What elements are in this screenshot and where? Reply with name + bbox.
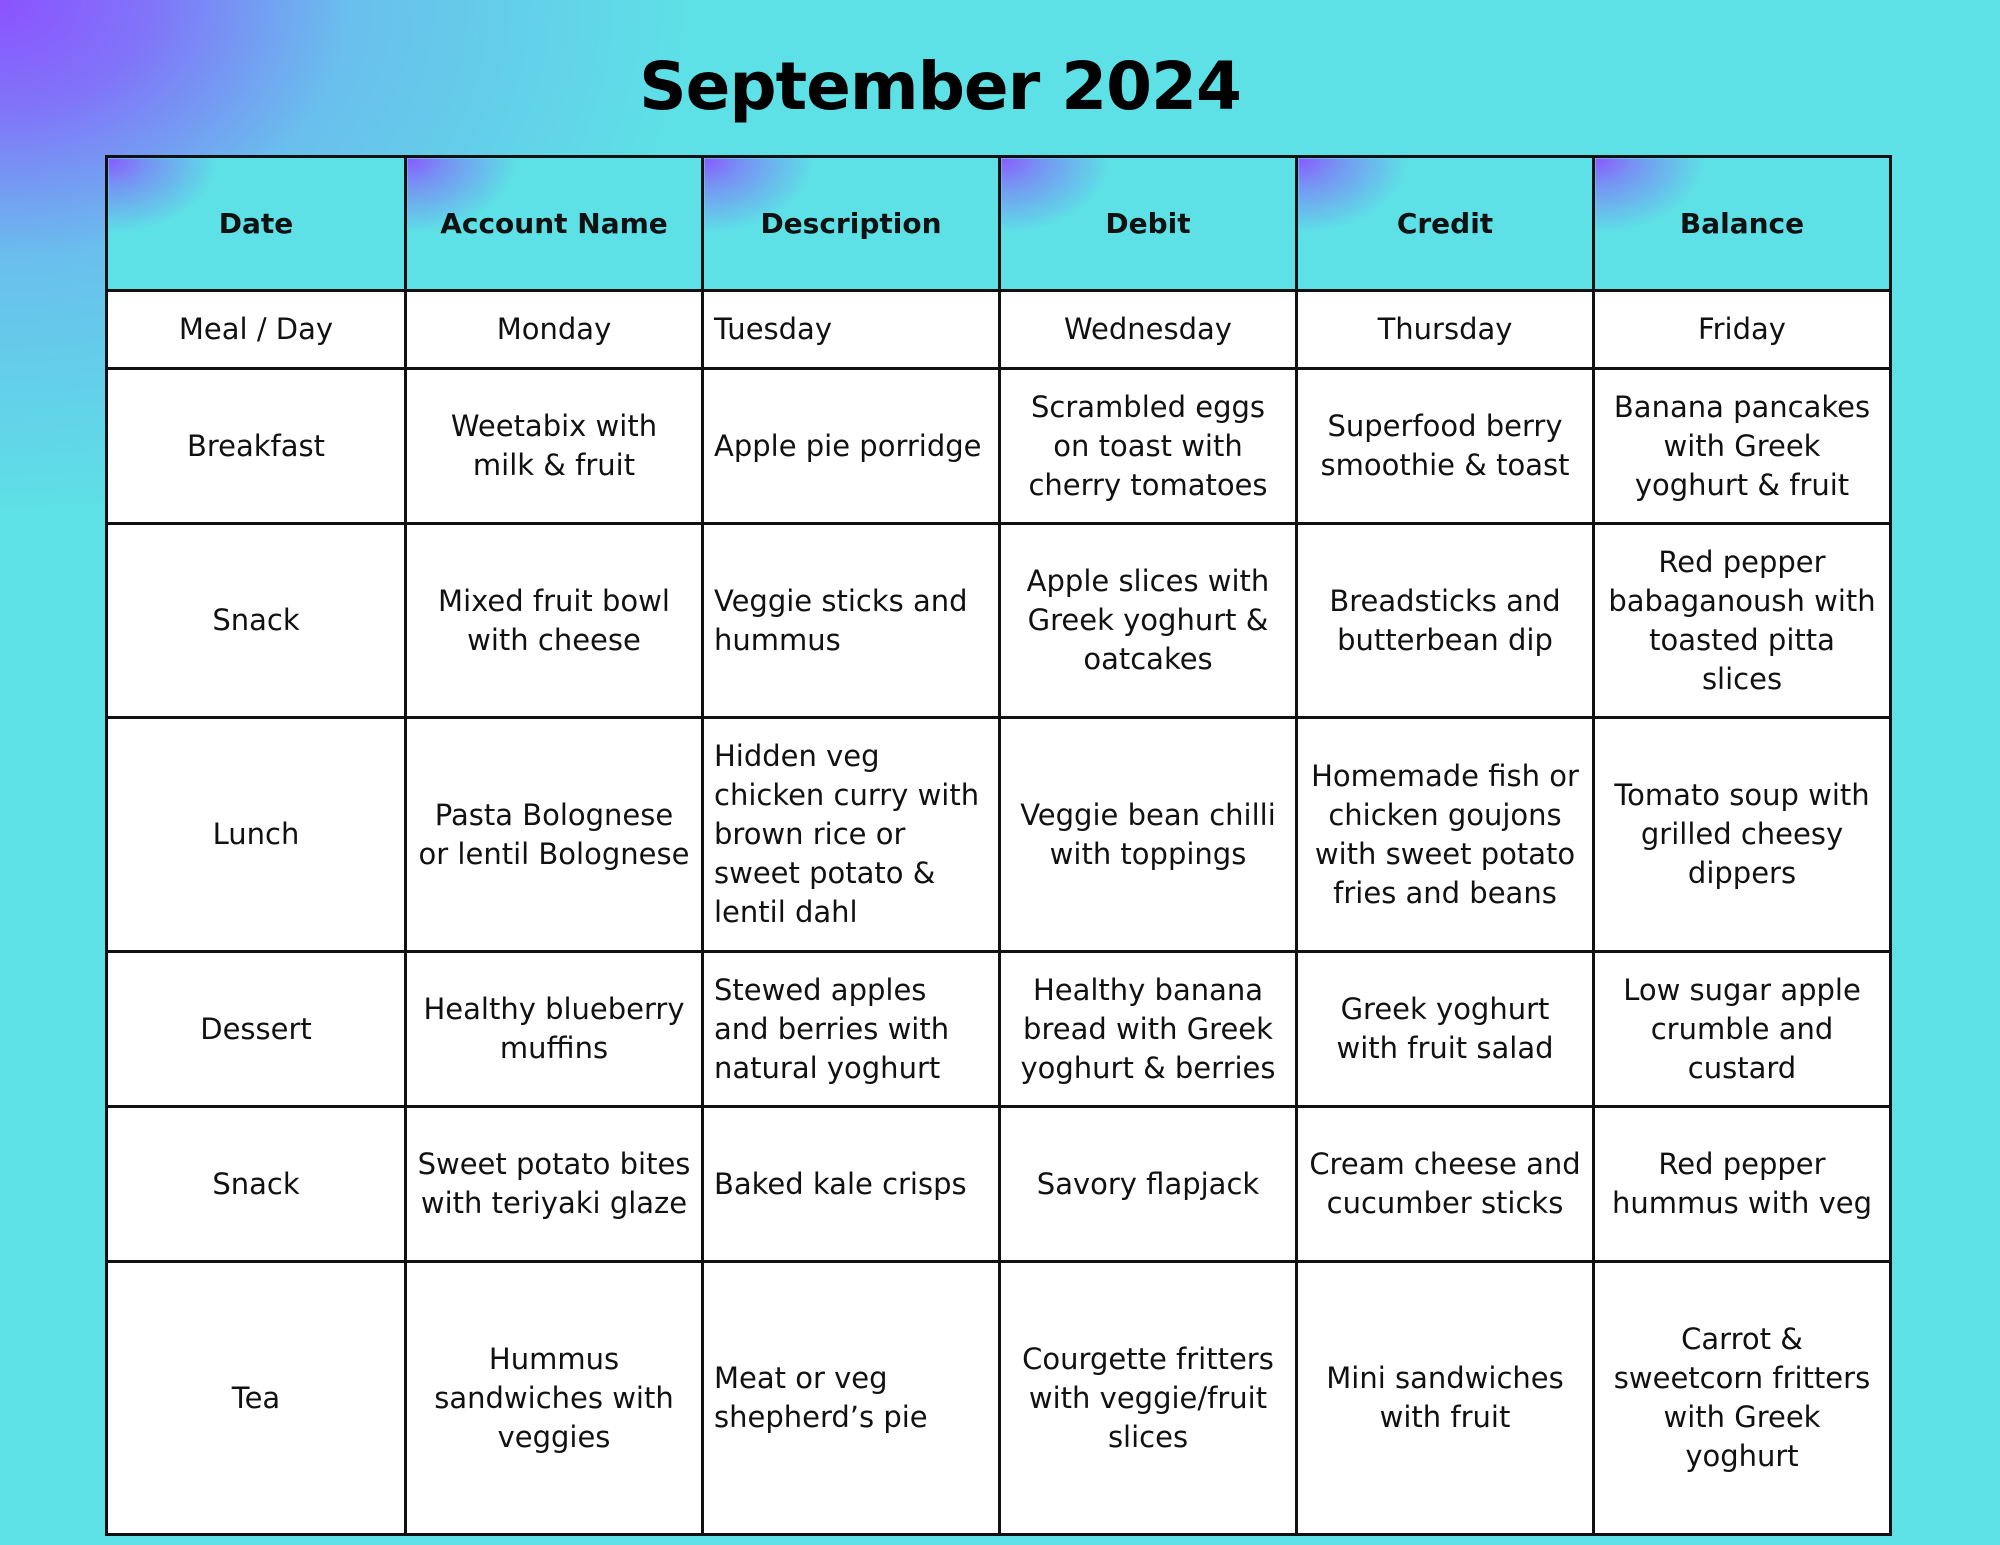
table-cell-thursday: Greek yoghurt with fruit salad (1297, 952, 1594, 1107)
table-cell-wednesday: Apple slices with Greek yoghurt & oatcakes (1000, 524, 1297, 718)
column-header-description: Description (703, 157, 1000, 291)
table-cell-tuesday: Veggie sticks and hummus (703, 524, 1000, 718)
table-cell-monday: Weetabix with milk & fruit (406, 369, 703, 524)
row-label-cell: Lunch (107, 718, 406, 952)
row-label-cell: Snack (107, 524, 406, 718)
row-label-cell: Dessert (107, 952, 406, 1107)
table-cell-friday: Red pepper babaganoush with toasted pitta slices (1594, 524, 1891, 718)
table-cell-monday: Mixed fruit bowl with cheese (406, 524, 703, 718)
table-cell-thursday: Homemade fish or chicken goujons with sweet potato fries and beans (1297, 718, 1594, 952)
row-label-cell: Breakfast (107, 369, 406, 524)
column-header-credit: Credit (1297, 157, 1594, 291)
column-header-account-name: Account Name (406, 157, 703, 291)
table-cell-friday: Banana pancakes with Greek yoghurt & fruit (1594, 369, 1891, 524)
table-row-snack (107, 524, 1891, 718)
table-row-tea (107, 1262, 1891, 1535)
table-cell-wednesday: Healthy banana bread with Greek yoghurt & berries (1000, 952, 1297, 1107)
meal-plan-table (105, 155, 1892, 1536)
table-row-breakfast (107, 369, 1891, 524)
table-cell-tuesday: Stewed apples and berries with natural yoghurt (703, 952, 1000, 1107)
table-cell-monday: Hummus sandwiches with veggies (406, 1262, 703, 1535)
table-cell-tuesday: Meat or veg shepherd’s pie (703, 1262, 1000, 1535)
table-row-days (107, 291, 1891, 369)
table-cell-tuesday: Hidden veg chicken curry with brown rice or sweet potato & lentil dahl (703, 718, 1000, 952)
table-cell-wednesday: Veggie bean chilli with toppings (1000, 718, 1297, 952)
row-label-cell: Tea (107, 1262, 406, 1535)
table-cell-friday: Friday (1594, 291, 1891, 369)
table-cell-tuesday: Baked kale crisps (703, 1107, 1000, 1262)
table-row-dessert (107, 952, 1891, 1107)
table-cell-monday: Pasta Bolognese or lentil Bolognese (406, 718, 703, 952)
column-header-debit: Debit (1000, 157, 1297, 291)
column-header-date: Date (107, 157, 406, 291)
table-row-lunch (107, 718, 1891, 952)
table-cell-thursday: Thursday (1297, 291, 1594, 369)
table-cell-thursday: Cream cheese and cucumber sticks (1297, 1107, 1594, 1262)
table-cell-monday: Monday (406, 291, 703, 369)
table-cell-monday: Sweet potato bites with teriyaki glaze (406, 1107, 703, 1262)
column-header-balance: Balance (1594, 157, 1891, 291)
table-cell-tuesday: Tuesday (703, 291, 1000, 369)
table-cell-wednesday: Scrambled eggs on toast with cherry tomatoes (1000, 369, 1297, 524)
table-cell-thursday: Mini sandwiches with fruit (1297, 1262, 1594, 1535)
table-cell-wednesday: Savory flapjack (1000, 1107, 1297, 1262)
table-cell-friday: Low sugar apple crumble and custard (1594, 952, 1891, 1107)
table-cell-wednesday: Courgette fritters with veggie/fruit slices (1000, 1262, 1297, 1535)
table-cell-thursday: Breadsticks and butterbean dip (1297, 524, 1594, 718)
table-cell-thursday: Superfood berry smoothie & toast (1297, 369, 1594, 524)
table-cell-monday: Healthy blueberry muffins (406, 952, 703, 1107)
table-cell-friday: Tomato soup with grilled cheesy dippers (1594, 718, 1891, 952)
row-label-cell: Meal / Day (107, 291, 406, 369)
page-title: September 2024 (639, 48, 1241, 125)
table-cell-friday: Red pepper hummus with veg (1594, 1107, 1891, 1262)
table-row-snack (107, 1107, 1891, 1262)
table-cell-tuesday: Apple pie porridge (703, 369, 1000, 524)
table-cell-wednesday: Wednesday (1000, 291, 1297, 369)
table-cell-friday: Carrot & sweetcorn fritters with Greek yoghurt (1594, 1262, 1891, 1535)
table-header-row (107, 157, 1891, 291)
row-label-cell: Snack (107, 1107, 406, 1262)
